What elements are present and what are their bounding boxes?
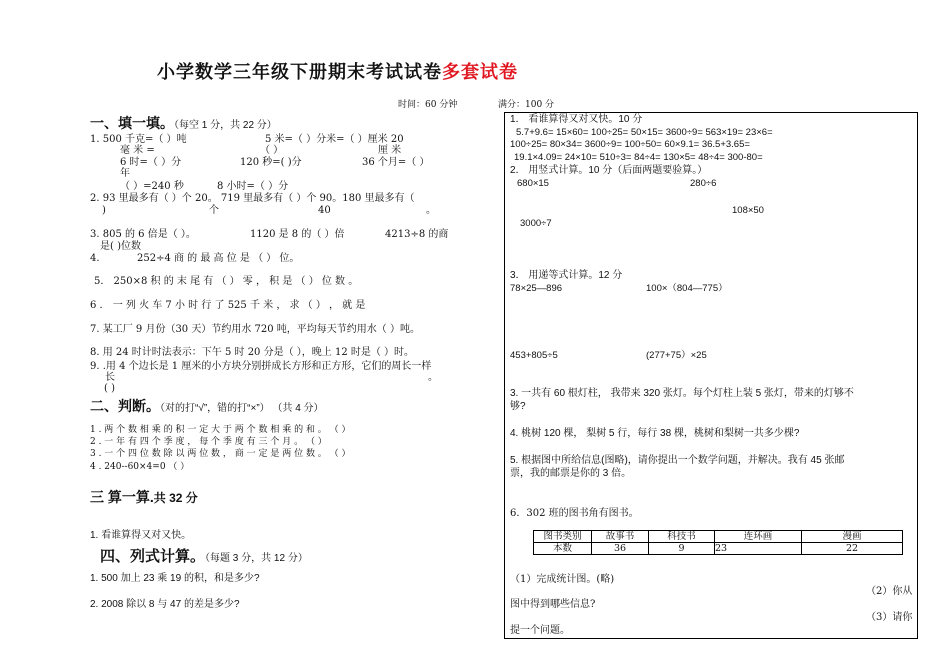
judge-2: 2 . 一 年 有 四 个 季 度 ， 每 个 季 度 有 三 个 月 。 （ ） (90, 437, 327, 447)
r2-c: 108×50 (732, 205, 764, 216)
q3-line-b: 1120 是 8 的（ ）倍 (250, 229, 345, 240)
q1-line-e: 厘 米 (378, 145, 402, 156)
r1-row-b: 100÷25= 80×34= 3600÷9= 100÷50= 60×9.1= 36.5+3.65= (510, 139, 750, 150)
q1-line-g: 120 秒=( )分 (240, 157, 302, 168)
app-q3-a: 3. 一共有 60 根灯柱， 我带来 320 张灯。每个灯柱上装 5 张灯，带来的灯够不 (510, 388, 854, 399)
q5-line: 5． 250×8 积 的 末 尾 有 （ ） 零 ， 积 是 （ ） 位 数 。 (94, 276, 359, 287)
table-header-cell: 科技书 (649, 531, 715, 543)
q9-line-a: 9. .用 4 个边长是 1 厘米的小方块分别拼成长方形和正方形，它们的周长一样 (90, 361, 432, 372)
r1-row-a: 5.7+9.6= 15×60= 100÷25= 50×15= 3600÷9= 563×19= 23×6= (516, 127, 773, 138)
r3-b: 100×（804—775） (646, 283, 728, 294)
table-cell: 23 (715, 543, 802, 555)
r1-heading: 1． 看谁算得又对又快。10 分 (510, 114, 643, 125)
table-row (534, 543, 903, 555)
r3-heading: 3． 用递等式计算。12 分 (510, 270, 623, 281)
q9-line-b: 长 (105, 372, 115, 383)
page-title (157, 58, 518, 84)
section-calc-heading: 三 算一算.共 32 分 (90, 489, 198, 505)
section-fill-heading: 一、填一填。（每空 1 分，共 22 分） (90, 115, 277, 131)
table-header-cell: 连环画 (715, 531, 802, 543)
q1-line-a: 1. 500 千克=（ ）吨 (90, 134, 187, 145)
app-q6-3a: （3）请你 (866, 612, 913, 623)
q9-line-c: 。 (428, 372, 438, 383)
r1-row-c: 19.1×4.09= 24×10= 510÷3= 84÷4= 130×5= 48÷4= 300-80= (514, 152, 763, 163)
table-header-cell: 漫画 (802, 531, 903, 543)
section-judge-heading: 二、判断。（对的打“√”，错的打“×”） （共 4 分） (90, 398, 324, 414)
table-cell: 36 (592, 543, 649, 555)
table-header-cell: 故事书 (592, 531, 649, 543)
section-list-heading: 四、列式计算。（每题 3 分，共 12 分） (100, 548, 308, 565)
exam-score: 满分：100 分 (498, 100, 555, 110)
book-table (533, 530, 903, 555)
q2-line-c: 个 (209, 205, 219, 216)
list-q2: 2. 2008 除以 8 与 47 的差是多少? (90, 599, 240, 610)
app-q5-a: 5. 根据图中所给信息(图略)，请你提出一个数学问题，并解决。我有 45 张邮 (510, 455, 845, 466)
app-q5-b: 票，我的邮票是你的 3 倍。 (510, 468, 632, 479)
q1-line-f: 6 时=（ ）分 (120, 157, 182, 168)
judge-3: 3 . 一 个 四 位 数 除 以 两 位 数 ， 商 一 定 是 两 位 数 。 （ ） (90, 449, 351, 459)
exam-time: 时间：60 分钟 (398, 100, 458, 110)
r2-d: 3000÷7 (520, 218, 552, 229)
q2-line-a: 2. 93 里最多有（ ）个 20。 719 里最多有（ ）个 90。180 里最多有（ (90, 193, 415, 204)
q4-number: 4. (90, 253, 100, 264)
r2-heading: 2． 用竖式计算。10 分（后面两题要验算。） (510, 165, 708, 176)
q1-line-h: 36 个月=（ ） (362, 157, 430, 168)
q3-line-d: 是( )位数 (100, 241, 141, 252)
r2-a: 680×15 (517, 178, 549, 189)
q3-line-a: 3. 805 的 6 倍是（ ）。 (90, 229, 196, 240)
title-accent: 多套试卷 (442, 62, 518, 83)
table-header-row (534, 531, 903, 543)
r2-b: 280÷6 (690, 178, 717, 189)
judge-1: 1 . 两 个 数 相 乘 的 积 一 定 大 于 两 个 数 相 乘 的 和 。 （ ） (90, 425, 351, 435)
r3-d: (277+75）×25 (646, 350, 707, 361)
app-q6: 6．302 班的图书角有图书。 (510, 508, 639, 519)
table-cell: 9 (649, 543, 715, 555)
q2-line-b: ) (102, 205, 106, 216)
q6-line: 6 ． 一 列 火 车 7 小 时 行 了 525 千 米 ， 求 （ ） ， 就 是 (90, 300, 366, 311)
q1-line-b: 5 米=（ ）分米=（ ）厘米 20 (265, 134, 404, 145)
app-q6-1: （1）完成统计图。(略) (510, 574, 615, 585)
app-q6-2b: 图中得到哪些信息? (510, 599, 596, 610)
table-header-cell: 图书类别 (534, 531, 592, 543)
q9-line-d: ( ) (104, 383, 115, 394)
right-column-box (504, 112, 918, 639)
q3-line-c: 4213÷8 的商 (385, 229, 449, 240)
q2-line-d: 40 (318, 205, 331, 216)
list-q1: 1. 500 加上 23 乘 19 的积，和是多少? (90, 573, 260, 584)
q4-line: 252÷4 商 的 最 高 位 是 （ ） 位。 (137, 253, 300, 264)
r3-a: 78×25—896 (510, 283, 563, 294)
q7-line: 7. 某工厂 9 月份（30 天）节约用水 720 吨，平均每天节约用水（ ）吨。 (90, 324, 420, 335)
q8-line: 8. 用 24 时计时法表示：下午 5 时 20 分是（ ），晚上 12 时是（ ）时。 (90, 347, 415, 358)
app-q4: 4. 桃树 120 棵， 梨树 5 行，每行 38 棵，桃树和梨树一共多少棵? (510, 428, 800, 439)
table-row-label: 本数 (534, 543, 592, 555)
judge-4: 4 . 240--60×4=0 （ ） (90, 462, 190, 472)
calc-quick: 1. 看谁算得又对又快。 (90, 530, 192, 541)
q2-line-e: 。 (426, 205, 436, 216)
q1-line-k: 8 小时=（ ）分 (217, 181, 289, 192)
app-q6-3b: 提一个问题。 (510, 625, 570, 636)
app-q6-2a: （2）你从 (866, 586, 913, 597)
table-cell: 22 (802, 543, 903, 555)
app-q3-b: 够? (510, 401, 526, 412)
q1-line-i: 年 (120, 168, 130, 179)
title-main: 小学数学三年级下册期末考试试卷 (157, 62, 442, 83)
q1-line-j: （ ）=240 秒 (120, 181, 184, 192)
q1-line-c: 毫 米 = (120, 145, 155, 156)
r3-c: 453+805÷5 (510, 350, 558, 361)
q1-line-d: （ ） (260, 145, 284, 156)
